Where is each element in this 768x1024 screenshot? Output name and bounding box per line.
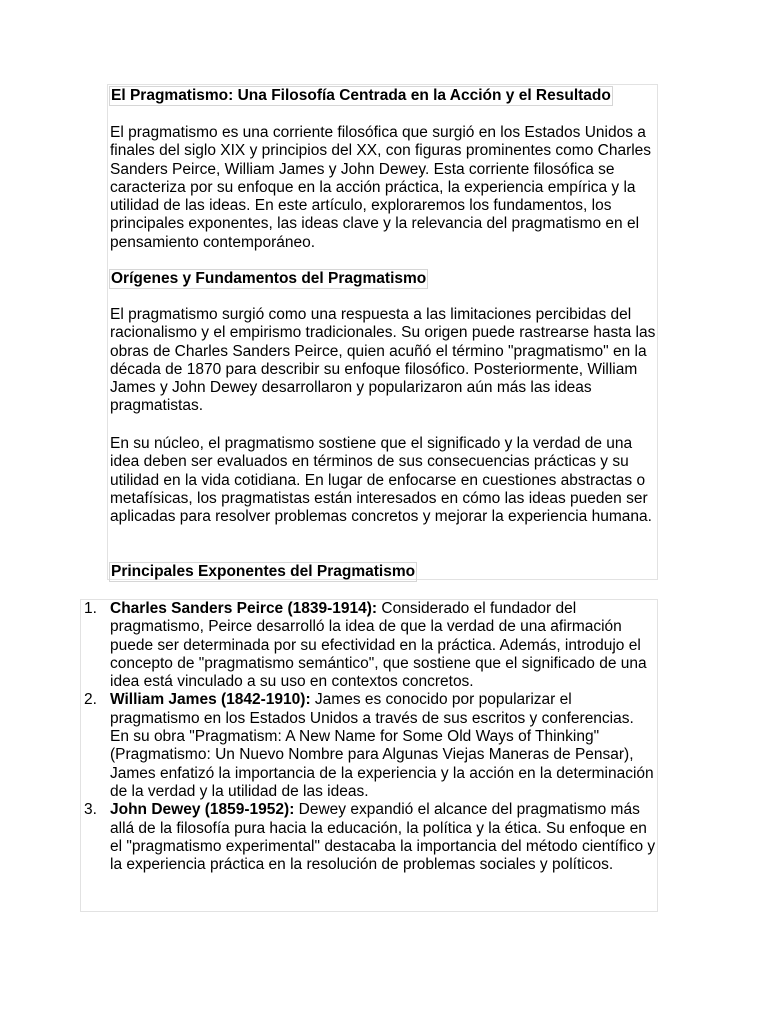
list-item-number: 1. [84, 600, 97, 617]
origins-paragraph-2: En su núcleo, el pragmatismo sostiene que el significado y la verdad de una idea deben ser evaluados en términos de sus consecuencias prácticas y su utilidad en la vida cotidiana. En lugar de enfocarse en cuestiones abstractas o metafísicas, los pragmatistas están interesados en cómo las ideas pueden ser aplicadas para resolver problemas concretos y mejorar la experiencia humana. [110, 435, 652, 526]
origins-paragraph-1: El pragmatismo surgió como una respuesta a las limitaciones percibidas del racionalismo y el empirismo tradicionales. Su origen puede rastrearse hasta las obras de Charles Sanders Peirce, quien acuñó el término "pragmatismo" en la década de 1870 para describir su enfoque filosófico. Posteriormente, William James y John Dewey desarrollaron y popularizaron aún más las ideas pragmatistas. [110, 306, 656, 415]
exponent-description: Dewey expandió el alcance del pragmatismo más allá de la filosofía pura hacia la educación, la política y la ética. Su enfoque en el "pragmatismo experimental" destacaba la importancia del método científico y la experiencia práctica en la resolución de problemas sociales y políticos. [110, 801, 656, 874]
list-item-number: 3. [84, 801, 97, 819]
exponent-description: Considerado el fundador del pragmatismo, Peirce desarrolló la idea de que la verdad de una afirmación puede ser determinada por su efectividad en la práctica. Además, introdujo el concepto de "pragmatismo semántico", que sostiene que el significado de una idea está vinculado a su uso en contextos concretos. [110, 600, 647, 691]
exponents-list [80, 600, 656, 874]
exponent-name: John Dewey (1859-1952): [110, 801, 295, 819]
list-item [80, 801, 656, 874]
list-item [80, 691, 656, 801]
exponent-name: William James (1842-1910): [110, 691, 311, 709]
list-item [80, 600, 656, 691]
list-item-number: 2. [84, 691, 97, 709]
section-heading-exponents: Principales Exponentes del Pragmatismo [111, 563, 416, 580]
exponent-description: James es conocido por popularizar el pragmatismo en los Estados Unidos a través de sus escritos y conferencias. En su obra "Pragmatism: A New Name for Some Old Ways of Thinking" (Pragmatismo: Un Nuevo Nombre para Algunas Viejas Maneras de Pensar), James enfatizó la importancia de la experiencia y la acción en la determinación de la verdad y la utilidad de las ideas. [110, 691, 654, 800]
intro-paragraph: El pragmatismo es una corriente filosófica que surgió en los Estados Unidos a finales del siglo XIX y principios del XX, con figuras prominentes como Charles Sanders Peirce, William James y John Dewey. Esta corriente filosófica se caracteriza por su enfoque en la acción práctica, la experiencia empírica y la utilidad de las ideas. En este artículo, exploraremos los fundamentos, los principales exponentes, las ideas clave y la relevancia del pragmatismo en el pensamiento contemporáneo. [110, 124, 652, 251]
article-title: El Pragmatismo: Una Filosofía Centrada en la Acción y el Resultado [111, 87, 611, 104]
exponent-name: Charles Sanders Peirce (1839-1914): [110, 600, 378, 617]
section-heading-origins: Orígenes y Fundamentos del Pragmatismo [111, 270, 427, 287]
